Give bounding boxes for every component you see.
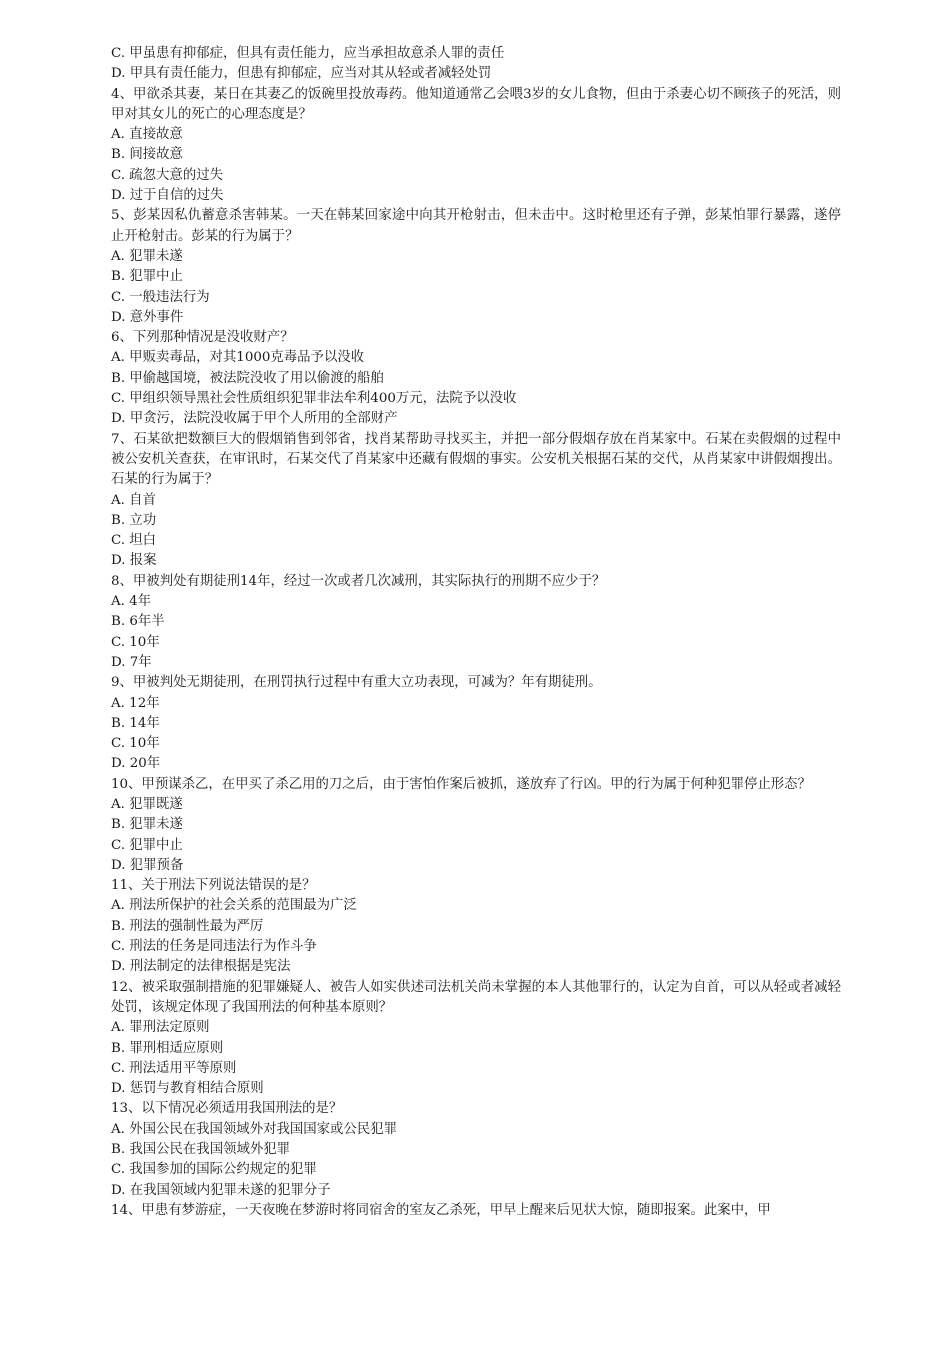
option-line: B. 甲偷越国境，被法院没收了用以偷渡的船舶	[111, 370, 384, 386]
question-text: 14、甲患有梦游症，一天夜晚在梦游时将同宿舍的室友乙杀死，甲早上醒来后见状大惊，随即报案。此案中，甲	[111, 1202, 771, 1218]
question-text: 13、以下情况必须适用我国刑法的是？	[111, 1101, 343, 1117]
option-line: C. 甲虽患有抑郁症，但具有责任能力，应当承担故意杀人罪的责任	[111, 46, 505, 61]
option-line: A. 外国公民在我国领域外对我国国家或公民犯罪	[111, 1121, 397, 1137]
question-text: 8、甲被判处有期徒刑14年，经过一次或者几次减刑，其实际执行的刑期不应少于？	[111, 573, 606, 589]
question-text: 6、下列那种情况是没收财产？	[111, 330, 294, 346]
option-line: A. 4年	[111, 594, 152, 610]
option-line: B. 刑法的强制性最为严厉	[111, 918, 264, 934]
option-line: C. 10年	[111, 634, 160, 650]
option-line: D. 在我国领域内犯罪未遂的犯罪分子	[111, 1182, 331, 1198]
option-line: D. 报案	[111, 553, 157, 569]
option-line: B. 间接故意	[111, 147, 183, 163]
question-text: 9、甲被判处无期徒刑，在刑罚执行过程中有重大立功表现，可减为？年有期徒刑。	[111, 675, 602, 691]
option-line: A. 自首	[111, 492, 156, 508]
option-line: D. 甲贪污，法院没收属于甲个人所用的全部财产	[111, 411, 398, 427]
option-line: C. 甲组织领导黑社会性质组织犯罪非法牟利400万元，法院予以没收	[111, 391, 517, 407]
question-text: 11、关于刑法下列说法错误的是？	[111, 878, 316, 894]
option-line: C. 犯罪中止	[111, 837, 183, 853]
option-line: A. 犯罪既遂	[111, 796, 183, 812]
option-line: C. 刑法的任务是同违法行为作斗争	[111, 939, 317, 955]
option-line: D. 惩罚与教育相结合原则	[111, 1081, 264, 1097]
option-line: C. 我国参加的国际公约规定的犯罪	[111, 1162, 317, 1178]
option-line: A. 直接故意	[111, 127, 183, 143]
option-line: B. 6年半	[111, 614, 165, 630]
option-line: B. 犯罪中止	[111, 269, 183, 285]
document-page	[111, 44, 841, 1221]
option-line: C. 10年	[111, 736, 160, 752]
option-line: D. 7年	[111, 654, 152, 670]
question-text: 4、甲欲杀其妻，某日在其妻乙的饭碗里投放毒药。他知道通常乙会喂3岁的女儿食物，但由于杀妻心切不顾孩子的死活，则甲对其女儿的死亡的心理态度是？	[111, 86, 841, 122]
option-line: A. 犯罪未遂	[111, 248, 183, 264]
question-text: 10、甲预谋杀乙，在甲买了杀乙用的刀之后，由于害怕作案后被抓，遂放弃了行凶。甲的行为属于何种犯罪停止形态？	[111, 776, 811, 792]
option-line: A. 甲贩卖毒品，对其1000克毒品予以没收	[111, 350, 365, 366]
option-line: C. 一般违法行为	[111, 289, 210, 305]
option-line: A. 罪刑法定原则	[111, 1020, 210, 1036]
question-text: 12、被采取强制措施的犯罪嫌疑人、被告人如实供述司法机关尚未掌握的本人其他罪行的，认定为自首，可以从轻或者减轻处罚，该规定体现了我国刑法的何种基本原则？	[111, 979, 841, 1015]
option-line: D. 甲具有责任能力，但患有抑郁症，应当对其从轻或者减轻处罚	[111, 66, 492, 82]
option-line: D. 过于自信的过失	[111, 188, 224, 204]
option-line: C. 坦白	[111, 533, 157, 549]
option-line: B. 14年	[111, 715, 160, 731]
option-line: D. 20年	[111, 756, 161, 772]
question-text: 5、彭某因私仇蓄意杀害韩某。一天在韩某回家途中向其开枪射击，但未击中。这时枪里还有子弹，彭某怕罪行暴露，遂停止开枪射击。彭某的行为属于？	[111, 208, 841, 244]
option-line: D. 意外事件	[111, 309, 184, 325]
option-line: B. 我国公民在我国领域外犯罪	[111, 1142, 291, 1158]
question-text: 7、石某欲把数额巨大的假烟销售到邻省，找肖某帮助寻找买主，并把一部分假烟存放在肖某家中。石某在卖假烟的过程中被公安机关查获，在审讯时，石某交代了肖某家中还藏有假烟的事实。公安机关根据石某的交代，从肖某家中讲假烟搜出。石某的行为属于？	[111, 431, 841, 488]
option-line: C. 刑法适用平等原则	[111, 1060, 237, 1076]
option-line: C. 疏忽大意的过失	[111, 167, 224, 183]
option-line: A. 刑法所保护的社会关系的范围最为广泛	[111, 898, 357, 914]
option-line: D. 犯罪预备	[111, 857, 184, 873]
option-line: B. 立功	[111, 512, 157, 528]
option-line: B. 犯罪未遂	[111, 817, 183, 833]
option-line: A. 12年	[111, 695, 160, 711]
option-line: B. 罪刑相适应原则	[111, 1040, 224, 1056]
option-line: D. 刑法制定的法律根据是宪法	[111, 959, 291, 975]
